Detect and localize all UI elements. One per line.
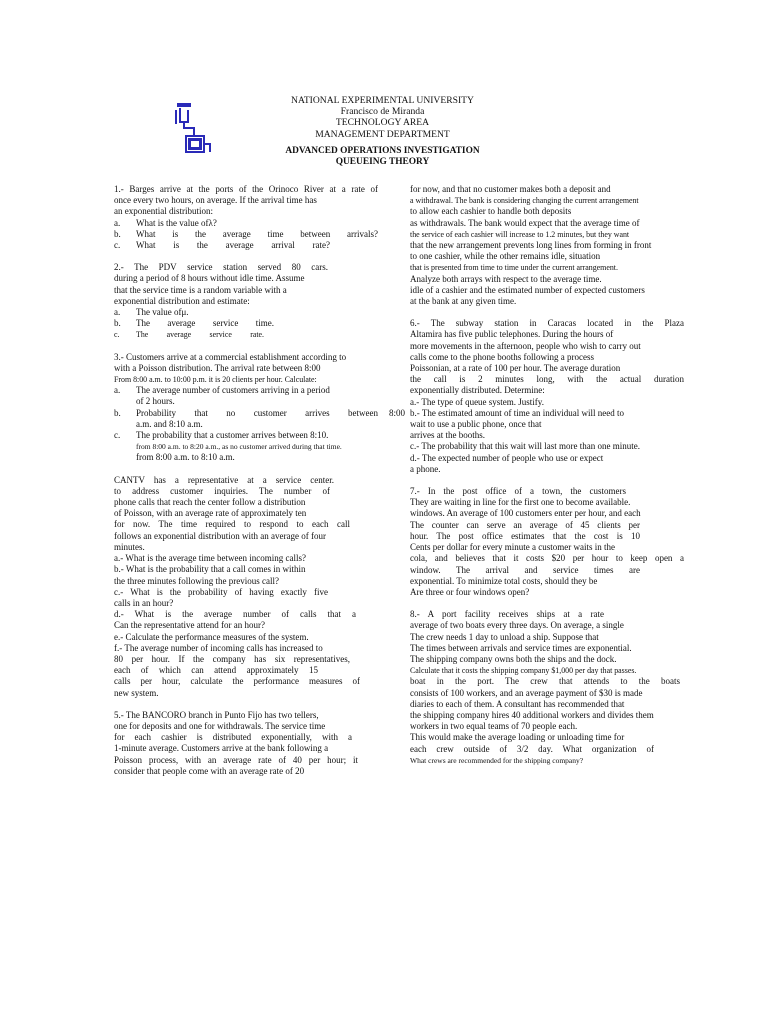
option-a: a. What is the value ofλ? <box>114 217 217 228</box>
text-line: c.- What is the probability of having exactly five <box>114 586 328 597</box>
problem-5 <box>114 710 378 777</box>
text-line: for now. The time required to respond to each call <box>114 519 350 530</box>
text-line: during a period of 8 hours without idle time. Assume <box>114 273 305 284</box>
text-line: the three minutes following the previous call? <box>114 575 279 586</box>
text-line: They are waiting in line for the first one to become available. <box>410 497 631 508</box>
text-line: Poisson process, with an average rate of 40 per hour; it <box>114 754 358 765</box>
text-line: 7.- In the post office of a town, the customers <box>410 486 626 497</box>
text-line: consider that people come with an average rate of 20 <box>114 765 305 776</box>
document-header <box>230 95 535 168</box>
text-line: follows an exponential distribution with an average of four <box>114 530 326 541</box>
problem-3: 3.- Customers arrive at a commercial establishment according to with a Poisson distribution. The arrival rate between 8:00 From 8:00 a.m. to 10:00 p.m. it is 20 clients per hour. Calculate: a. The average number of customers arriving in a period of 2 hours. b. Probability that no customer arrives between a.m. and 8:10 a.m. c. The probability that a customer arrives between 8:10. from 8:00 a.m. to 8:20 a.m., as no customer arrived during that time. from 8:00 a.m. to 8:10 a.m. <box>114 351 378 463</box>
text-line: once every two hours, on average. If the arrival time has <box>114 195 317 206</box>
option-c: c. What is the average arrival rate? <box>114 240 330 251</box>
text-line: idle of a cashier and the estimated number of expected customers <box>410 284 645 295</box>
option-c: c. The probability that a customer arrives between 8:10. <box>114 430 329 441</box>
text-line: cola, and believes that it costs $20 per hour to keep open a <box>410 553 684 564</box>
problem-5-continued <box>410 184 684 307</box>
text-line: Analyze both arrays with respect to the average time. <box>410 273 602 284</box>
text-line: 1-minute average. Customers arrive at the bank following a <box>114 743 329 754</box>
text-line: Are three or four windows open? <box>410 586 530 597</box>
text-line: the call is 2 minutes long, with the actual duration <box>410 374 684 385</box>
text-line: a phone. <box>410 463 441 474</box>
problem-8 <box>410 609 684 766</box>
university-name: NATIONAL EXPERIMENTAL UNIVERSITY <box>291 95 474 106</box>
left-column <box>114 184 378 777</box>
text-line: boat in the port. The crew that attends to the boats <box>410 676 680 687</box>
text-line: to allow each cashier to handle both deposits <box>410 206 572 217</box>
text-line: The times between arrivals and service times are exponential. <box>410 642 632 653</box>
text-line: Can the representative attend for an hour? <box>114 620 265 631</box>
text-line: at the bank at any given time. <box>410 296 517 307</box>
text-line: b.- What is the probability that a call comes in within <box>114 564 306 575</box>
text-line: new system. <box>114 687 159 698</box>
right-column <box>410 184 684 766</box>
text-line: Poissonian, at a rate of 100 per hour. The average duration <box>410 363 621 374</box>
stray-time-text: 8:00 <box>389 408 406 418</box>
option-b: b. Probability that no customer arrives between <box>114 407 378 418</box>
text-line: 5.- The BANCORO branch in Punto Fijo has two tellers, <box>114 709 319 720</box>
text-line: This would make the average loading or unloading time for <box>410 732 625 743</box>
text-line: 6.- The subway station in Caracas located in the Plaza <box>410 318 684 329</box>
text-line: that the new arrangement prevents long lines from forming in front <box>410 240 652 251</box>
text-line: to address customer inquiries. The number of <box>114 485 330 496</box>
text-line: calls in an hour? <box>114 597 174 608</box>
text-line: diaries to each of them. A consultant has recommended that <box>410 698 625 709</box>
option-a: a. The value ofμ. <box>114 307 189 318</box>
text-line: f.- The average number of incoming calls has increased to <box>114 642 323 653</box>
text-line: e.- Calculate the performance measures of the system. <box>114 631 309 642</box>
text-line: d.- The expected number of people who use or expect <box>410 452 604 463</box>
text-line: to one cashier, while the other remains idle, situation <box>410 251 601 262</box>
text-line: with a Poisson distribution. The arrival rate between 8:00 <box>114 362 321 373</box>
text-line: The crew needs 1 day to unload a ship. Suppose that <box>410 631 599 642</box>
text-line: window. The arrival and service times are <box>410 564 640 575</box>
university-logo-icon <box>174 102 214 156</box>
text-line: 80 per hour. If the company has six representatives, <box>114 653 350 664</box>
text-line: of Poisson, with an average rate of approximately ten <box>114 508 307 519</box>
text-line: Cents per dollar for every minute a customer waits in the <box>410 542 615 553</box>
text-line: the service of each cashier will increase to 1.2 minutes, but they want <box>410 229 630 239</box>
problem-4 <box>114 475 378 699</box>
university-subname: Francisco de Miranda <box>340 106 425 118</box>
text-line: hour. The post office estimates that the cost is 10 <box>410 530 640 541</box>
problem-6 <box>410 318 684 475</box>
text-line: What crews are recommended for the shipping company? <box>410 755 584 765</box>
text-line: windows. An average of 100 customers enter per hour, and each <box>410 508 641 519</box>
text-line: minutes. <box>114 541 145 552</box>
text-line: a.- What is the average time between incoming calls? <box>114 553 307 564</box>
text-line: arrives at the booths. <box>410 430 485 441</box>
text-line: From 8:00 a.m. to 10:00 p.m. it is 20 clients per hour. Calculate: <box>114 375 317 385</box>
option-b: b. What is the average time between arrivals? <box>114 228 378 239</box>
text-line: exponential distribution and estimate: <box>114 295 250 306</box>
text-line: Altamira has five public telephones. During the hours of <box>410 329 614 340</box>
course-title: ADVANCED OPERATIONS INVESTIGATION <box>285 145 480 156</box>
text-line: each of which can attend approximately 15 <box>114 665 318 676</box>
text-line: calls per hour, calculate the performance measures of <box>114 676 360 687</box>
topic-title: QUEUEING THEORY <box>335 157 430 168</box>
text-line: d.- What is the average number of calls that a <box>114 609 356 620</box>
text-line: 2.- The PDV service station served 80 cars. <box>114 262 328 273</box>
text-line: calls come to the phone booths following a process <box>410 351 594 362</box>
text-line: consists of 100 workers, and an average payment of $30 is made <box>410 687 643 698</box>
text-line: the shipping company hires 40 additional workers and divides them <box>410 709 654 720</box>
text-line: 1.- Barges arrive at the ports of the Orinoco River at a rate of <box>114 184 378 194</box>
text-line: 3.- Customers arrive at a commercial establishment according to <box>114 351 347 362</box>
option-b: b. The average service time. <box>114 318 274 329</box>
text-line: The counter can serve an average of 45 clients per <box>410 519 640 530</box>
area-name: TECHNOLOGY AREA <box>335 117 430 129</box>
text-line: Calculate that it costs the shipping company $1,000 per day that passes. <box>410 666 637 676</box>
text-line: for each cashier is distributed exponentially, with a <box>114 732 352 743</box>
text-line: exponential. To minimize total costs, should they be <box>410 575 598 586</box>
text-line: phone calls that reach the center follow a distribution <box>114 497 306 508</box>
text-line: that is presented from time to time under the current arrangement. <box>410 263 618 273</box>
text-line: more movements in the afternoon, people who wish to carry out <box>410 340 641 351</box>
text-line: c.- The probability that this wait will last more than one minute. <box>410 441 641 452</box>
text-line: an exponential distribution: <box>114 206 213 217</box>
text-line: each crew outside of 3/2 day. What organization of <box>410 743 654 754</box>
text-line: CANTV has a representative at a service center. <box>114 474 334 485</box>
text-line: for now, and that no customer makes both a deposit and <box>410 184 611 194</box>
text-line: workers in two equal teams of 70 people each. <box>410 721 578 732</box>
text-line: b.- The estimated amount of time an individual will need to <box>410 407 625 418</box>
text-line: a withdrawal. The bank is considering changing the current arrangement <box>410 196 639 206</box>
text-line: as withdrawals. The bank would expect that the average time of <box>410 217 640 228</box>
option-a: a. The average number of customers arriving in a period <box>114 385 330 396</box>
text-line: one for deposits and one for withdrawals. The service time <box>114 720 326 731</box>
text-line: 8.- A port facility receives ships at a rate <box>410 609 604 620</box>
text-line: average of two boats every three days. On average, a single <box>410 620 624 631</box>
problem-2 <box>114 262 378 340</box>
text-line: that the service time is a random variable with a <box>114 284 287 295</box>
problem-1 <box>114 184 378 251</box>
problem-7 <box>410 486 684 598</box>
text-line: a.- The type of queue system. Justify. <box>410 396 544 407</box>
department-name: MANAGEMENT DEPARTMENT <box>315 128 450 140</box>
option-c: c. The average service rate. <box>114 330 264 340</box>
text-line: The shipping company owns both the ships and the dock. <box>410 653 617 664</box>
text-line: exponentially distributed. Determine: <box>410 385 545 396</box>
text-line: wait to use a public phone, once that <box>410 419 542 430</box>
